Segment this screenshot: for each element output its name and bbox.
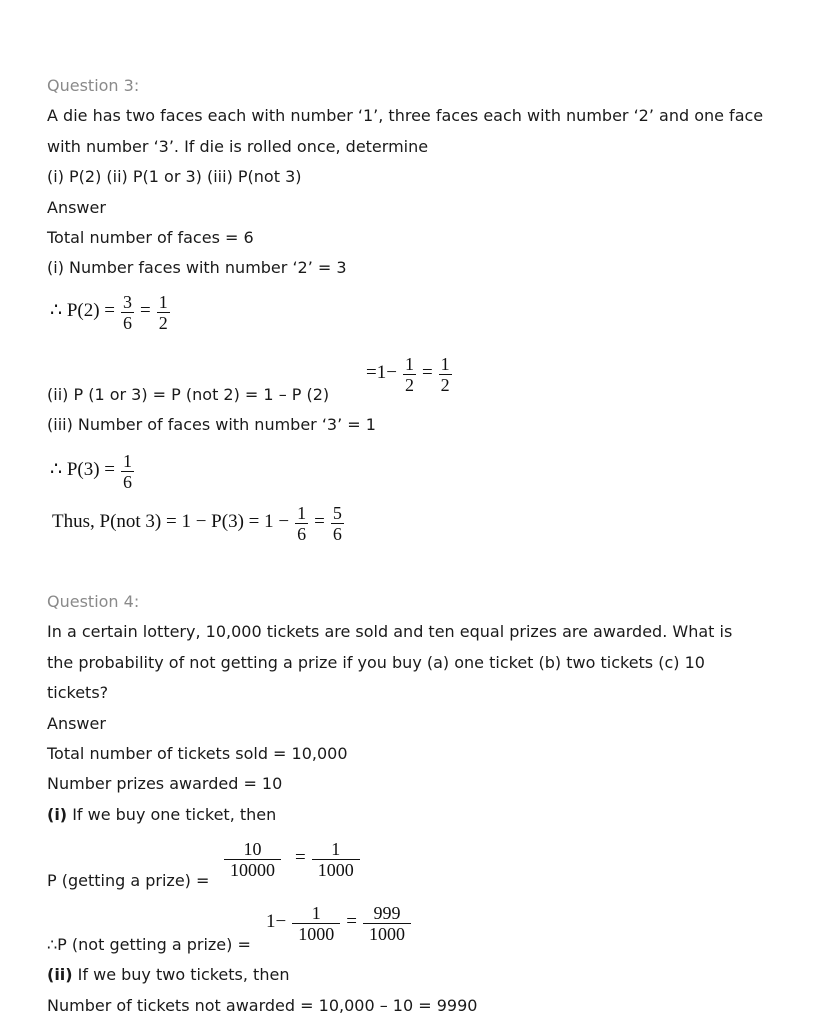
- question-4-line-3: tickets?: [47, 683, 109, 702]
- question-4-line-1: In a certain lottery, 10,000 tickets are sold and ten equal prizes are awarded. What is: [47, 622, 733, 641]
- fraction: $\frac{1}{6}$: [297, 503, 307, 544]
- fraction: $\frac{1}{2}$: [440, 354, 450, 395]
- part-ii-two-tickets: (ii) If we buy two tickets, then: [47, 965, 290, 984]
- total-faces: Total number of faces = 6: [47, 228, 254, 247]
- fraction: $\frac{5}{6}$: [332, 503, 342, 544]
- question-3-line-1: A die has two faces each with number ‘1’, three faces each with number ‘2’ and one face: [47, 106, 764, 125]
- question-4-heading: Question 4:: [47, 592, 140, 611]
- equation-one-minus-half: =1− $\frac{1}{2}$ = $\frac{1}{2}$: [366, 354, 450, 395]
- question-3-line-2: with number ‘3’. If die is rolled once, determine: [47, 137, 429, 156]
- tickets-not-awarded: Number of tickets not awarded = 10,000 – 10 = 9990: [47, 996, 478, 1015]
- part-iii-text: (iii) Number of faces with number ‘3’ = 1: [47, 415, 376, 434]
- answer-label-4: Answer: [47, 714, 106, 733]
- fraction: $\frac{3}{6}$: [123, 292, 133, 333]
- fraction: $\frac{999}{1000}$: [363, 903, 411, 944]
- fraction: $\frac{1}{1000}$: [292, 903, 340, 944]
- p-getting-prize-label: P (getting a prize) =: [47, 871, 210, 890]
- part-i-one-ticket: (i) If we buy one ticket, then: [47, 805, 277, 824]
- equation-lhs: ∴ P(2) =: [50, 300, 116, 322]
- question-3-heading: Question 3:: [47, 76, 140, 95]
- p-not-getting-prize-label: ∴P (not getting a prize) =: [47, 935, 251, 954]
- total-tickets: Total number of tickets sold = 10,000: [47, 744, 348, 763]
- prizes-awarded: Number prizes awarded = 10: [47, 774, 283, 793]
- part-i-text: (i) Number faces with number ‘2’ = 3: [47, 258, 347, 277]
- equation-p-prize: $\frac{10}{10000}$ = $\frac{1}{1000}$: [222, 839, 362, 880]
- part-ii-text: (ii) P (1 or 3) = P (not 2) = 1 – P (2): [47, 385, 330, 404]
- fraction: $\frac{1}{2}$: [404, 354, 414, 395]
- fraction: $\frac{1}{6}$: [123, 451, 133, 492]
- equation-p3: ∴ P(3) = $\frac{1}{6}$: [50, 451, 133, 492]
- equation-p-not-3: Thus, P(not 3) = 1 − P(3) = 1 − $\frac{1}{6}$ = $\frac{5}{6}$: [52, 503, 342, 544]
- question-3-line-3: (i) P(2) (ii) P(1 or 3) (iii) P(not 3): [47, 167, 302, 186]
- question-4-line-2: the probability of not getting a prize if you buy (a) one ticket (b) two tickets (c) 10: [47, 653, 705, 672]
- equation-p-not-prize: 1− $\frac{1}{1000}$ = $\frac{999}{1000}$: [266, 903, 413, 944]
- equation-p2: ∴ P(2) = $\frac{3}{6}$ = $\frac{1}{2}$: [50, 292, 168, 333]
- fraction: $\frac{10}{10000}$: [224, 839, 281, 880]
- answer-label-3: Answer: [47, 198, 106, 217]
- fraction: $\frac{1}{2}$: [158, 292, 168, 333]
- fraction: $\frac{1}{1000}$: [312, 839, 360, 880]
